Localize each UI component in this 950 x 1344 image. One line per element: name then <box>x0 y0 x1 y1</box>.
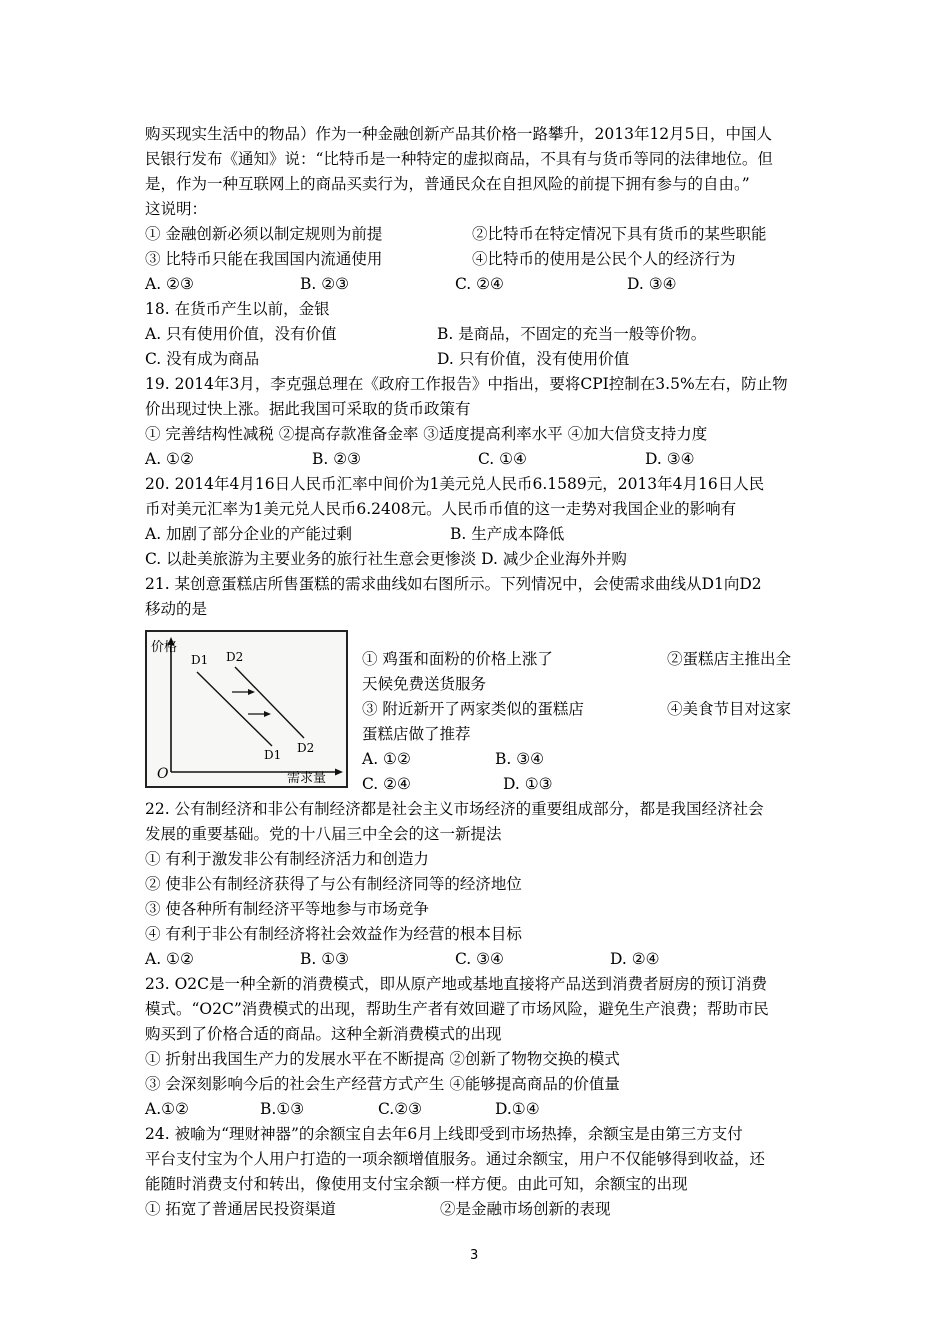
choice-c: C.②③ <box>378 1100 423 1118</box>
option-text: ① 有利于激发非公有制经济活力和创造力 <box>145 850 429 868</box>
text-line: 移动的是 <box>145 600 208 618</box>
choice-b: B. ②③ <box>300 275 350 293</box>
d2-top-label: D2 <box>226 650 244 664</box>
origin-label: O <box>157 766 169 782</box>
option-text: ① 鸡蛋和面粉的价格上涨了 <box>362 650 553 668</box>
option-text: ③ 比特币只能在我国国内流通使用 <box>145 250 383 268</box>
choice-d: D. ③④ <box>627 275 677 293</box>
option-text: ③ 使各种所有制经济平等地参与市场竞争 <box>145 900 429 918</box>
question-21: 21. 某创意蛋糕店所售蛋糕的需求曲线如右图所示。下列情况中，会使需求曲线从D1向D2 <box>145 575 762 593</box>
d2-bottom-label: D2 <box>297 741 315 755</box>
text-line: 能随时消费支付和转出，像使用支付宝余额一样方便。由此可知，余额宝的出现 <box>145 1175 688 1193</box>
options-row: C. 以赴美旅游为主要业务的旅行社生意会更惨淡 D. 减少企业海外并购 <box>145 550 627 568</box>
curve-d1 <box>197 672 272 746</box>
demand-curve-diagram <box>147 632 346 786</box>
options-row: ③ 会深刻影响今后的社会生产经营方式产生 ④能够提高商品的价值量 <box>145 1075 620 1093</box>
question-24: 24. 被喻为“理财神器”的余额宝自去年6月上线即受到市场热捧，余额宝是由第三方支付 <box>145 1125 743 1143</box>
choice-a: A. 只有使用价值，没有价值 <box>145 325 337 343</box>
option-text: ②蛋糕店主推出全 <box>667 650 792 668</box>
choice-c: C. ②④ <box>455 275 504 293</box>
page-number: 3 <box>470 1248 479 1263</box>
choice-b: B. ③④ <box>495 750 545 768</box>
option-text: ④ 有利于非公有制经济将社会效益作为经营的根本目标 <box>145 925 522 943</box>
text-line: 这说明： <box>145 200 208 218</box>
choice-d: D. 只有价值，没有使用价值 <box>437 350 630 368</box>
choice-a: A. ①② <box>145 450 194 468</box>
choice-a: A.①② <box>145 1100 189 1118</box>
choice-c: C. ②④ <box>362 775 411 793</box>
text-line: 平台支付宝为个人用户打造的一项余额增值服务。通过余额宝，用户不仅能够得到收益，还 <box>145 1150 766 1168</box>
x-axis-arrow-icon <box>335 769 343 776</box>
question-22: 22. 公有制经济和非公有制经济都是社会主义市场经济的重要组成部分，都是我国经济社会 <box>145 800 764 818</box>
choice-c: C. ③④ <box>455 950 504 968</box>
text-line: 币对美元汇率为1美元兑人民币6.2408元。人民币币值的这一走势对我国企业的影响有 <box>145 500 737 518</box>
option-text: ② 使非公有制经济获得了与公有制经济同等的经济地位 <box>145 875 522 893</box>
option-text: ① 拓宽了普通居民投资渠道 <box>145 1200 336 1218</box>
question-20: 20. 2014年4月16日人民币汇率中间价为1美元兑人民币6.1589元，2013年4月16日人民 <box>145 475 765 493</box>
option-text: ① 金融创新必须以制定规则为前提 <box>145 225 383 243</box>
shift-arrow-icon <box>264 711 271 717</box>
d1-top-label: D1 <box>191 653 209 667</box>
question-19: 19. 2014年3月，李克强总理在《政府工作报告》中指出，要将CPI控制在3.5%左右，防止物 <box>145 375 788 393</box>
choice-b: B.①③ <box>260 1100 305 1118</box>
choice-c: C. 没有成为商品 <box>145 350 260 368</box>
text-line: 蛋糕店做了推荐 <box>362 725 471 743</box>
choice-b: B. ②③ <box>312 450 362 468</box>
options-row: ① 完善结构性减税 ②提高存款准备金率 ③适度提高利率水平 ④加大信贷支持力度 <box>145 425 708 443</box>
text-line: 发展的重要基础。党的十八届三中全会的这一新提法 <box>145 825 502 843</box>
choice-d: D.①④ <box>495 1100 540 1118</box>
choice-b: B. ①③ <box>300 950 350 968</box>
x-axis-label: 需求量 <box>287 771 327 786</box>
shift-arrow-icon <box>248 689 255 695</box>
demand-curve-figure <box>145 630 348 788</box>
text-line: 购买到了价格合适的商品。这种全新消费模式的出现 <box>145 1025 502 1043</box>
choice-d: D. ②④ <box>610 950 660 968</box>
option-text: ④比特币的使用是公民个人的经济行为 <box>472 250 736 268</box>
d1-bottom-label: D1 <box>264 748 282 762</box>
question-23: 23. O2C是一种全新的消费模式，即从原产地或基地直接将产品送到消费者厨房的预订消费 <box>145 975 768 993</box>
choice-b: B. 是商品，不固定的充当一般等价物。 <box>437 325 707 343</box>
y-axis-label: 价格 <box>151 640 178 655</box>
option-text: ②是金融市场创新的表现 <box>440 1200 611 1218</box>
text-line: 民银行发布《通知》说：“比特币是一种特定的虚拟商品，不具有与货币等同的法律地位。但 <box>145 150 773 168</box>
text-line: 模式。“O2C”消费模式的出现，帮助生产者有效回避了市场风险，避免生产浪费；帮助市民 <box>145 1000 769 1018</box>
text-line: 是，作为一种互联网上的商品买卖行为，普通民众在自担风险的前提下拥有参与的自由。” <box>145 175 750 193</box>
choice-d: D. ③④ <box>645 450 695 468</box>
question-18: 18. 在货币产生以前，金银 <box>145 300 330 318</box>
choice-a: A. 加剧了部分企业的产能过剩 <box>145 525 353 543</box>
choice-a: A. ②③ <box>145 275 194 293</box>
text-line: 天候免费送货服务 <box>362 675 487 693</box>
option-text: ④美食节目对这家 <box>667 700 792 718</box>
choice-c: C. ①④ <box>478 450 527 468</box>
option-text: ②比特币在特定情况下具有货币的某些职能 <box>472 225 767 243</box>
text-line: 购买现实生活中的物品）作为一种金融创新产品其价格一路攀升，2013年12月5日，中国人 <box>145 125 773 143</box>
choice-d: D. ①③ <box>503 775 553 793</box>
options-row: ① 折射出我国生产力的发展水平在不断提高 ②创新了物物交换的模式 <box>145 1050 620 1068</box>
text-line: 价出现过快上涨。据此我国可采取的货币政策有 <box>145 400 471 418</box>
choice-a: A. ①② <box>145 950 194 968</box>
choice-a: A. ①② <box>362 750 411 768</box>
option-text: ③ 附近新开了两家类似的蛋糕店 <box>362 700 584 718</box>
choice-b: B. 生产成本降低 <box>450 525 565 543</box>
curve-d2 <box>235 667 304 738</box>
